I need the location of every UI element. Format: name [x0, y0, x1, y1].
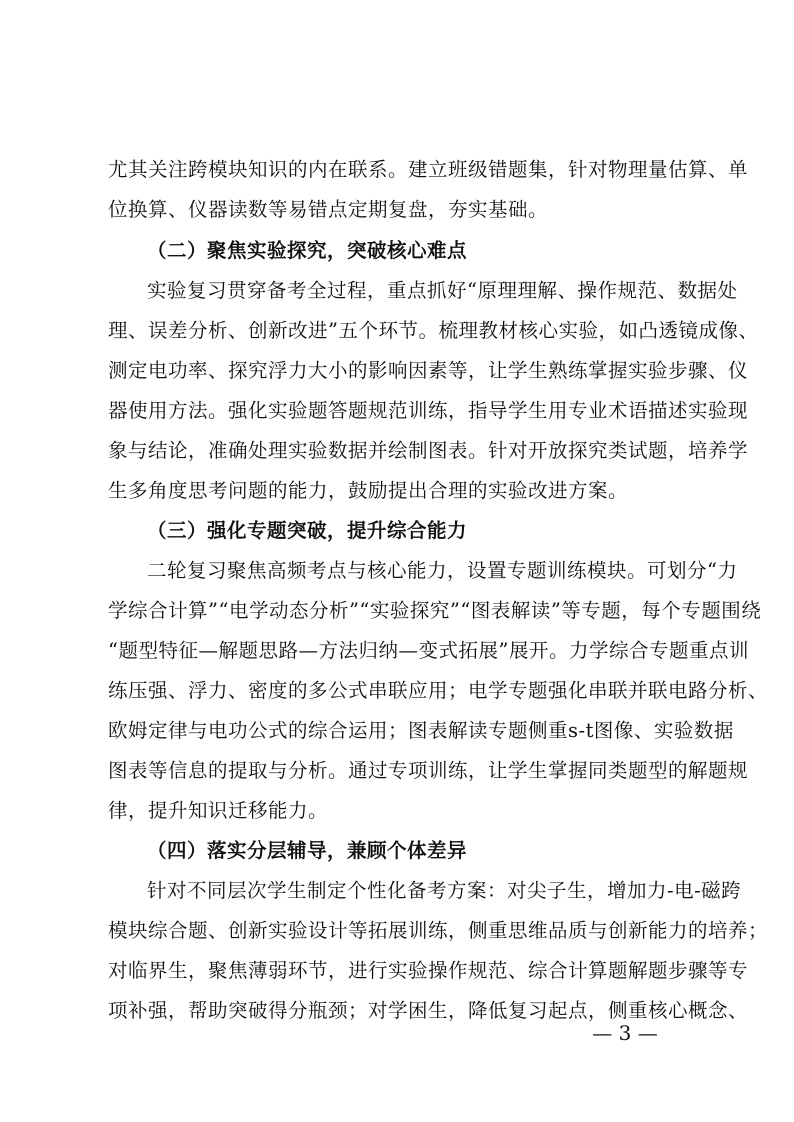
- paragraph-line: 象与结论，准确处理实验数据并绘制图表。针对开放探究类试题，培养学: [108, 439, 749, 462]
- paragraph-line: 项补强，帮助突破得分瓶颈；对学困生，降低复习起点，侧重核心概念、: [108, 999, 749, 1022]
- section-heading: （四）落实分层辅导，兼顾个体差异: [147, 839, 468, 862]
- paragraph-line: “题型特征—解题思路—方法归纳—变式拓展”展开。力学综合专题重点训: [108, 639, 749, 662]
- paragraph-line: 器使用方法。强化实验题答题规范训练，指导学生用专业术语描述实验现: [108, 399, 749, 422]
- section-heading: （二）聚焦实验探究，突破核心难点: [147, 239, 468, 262]
- paragraph-line: 测定电功率、探究浮力大小的影响因素等，让学生熟练掌握实验步骤、仪: [108, 359, 749, 382]
- paragraph-line: 二轮复习聚焦高频考点与核心能力，设置专题训练模块。可划分“力: [147, 559, 738, 582]
- paragraph-line: 理、误差分析、创新改进”五个环节。梳理教材核心实验，如凸透镜成像、: [108, 319, 759, 342]
- paragraph-line: 对临界生，聚焦薄弱环节，进行实验操作规范、综合计算题解题步骤等专: [108, 959, 749, 982]
- section-heading: （三）强化专题突破，提升综合能力: [147, 519, 468, 542]
- paragraph-line: 针对不同层次学生制定个性化备考方案：对尖子生，增加力-电-磁跨: [147, 879, 742, 902]
- paragraph-line: 生多角度思考问题的能力，鼓励提出合理的实验改进方案。: [108, 479, 629, 502]
- paragraph-line: 律，提升知识迁移能力。: [108, 799, 329, 822]
- paragraph-line: 图表等信息的提取与分析。通过专项训练，让学生掌握同类题型的解题规: [108, 759, 749, 782]
- paragraph-line: 位换算、仪器读数等易错点定期复盘，夯实基础。: [108, 198, 549, 221]
- paragraph-line: 欧姆定律与电功公式的综合运用；图表解读专题侧重s-t图像、实验数据: [108, 719, 734, 742]
- page-number: — 3 —: [592, 1021, 658, 1045]
- paragraph-line: 实验复习贯穿备考全过程，重点抓好“原理理解、操作规范、数据处: [147, 279, 738, 302]
- paragraph-line: 学综合计算”“电学动态分析”“实验探究”“图表解读”等专题，每个专题围绕: [108, 599, 762, 622]
- paragraph-line: 尤其关注跨模块知识的内在联系。建立班级错题集，针对物理量估算、单: [108, 158, 749, 181]
- paragraph-line: 模块综合题、创新实验设计等拓展训练，侧重思维品质与创新能力的培养；: [108, 919, 769, 942]
- paragraph-line: 练压强、浮力、密度的多公式串联应用；电学专题强化串联并联电路分析、: [108, 679, 769, 702]
